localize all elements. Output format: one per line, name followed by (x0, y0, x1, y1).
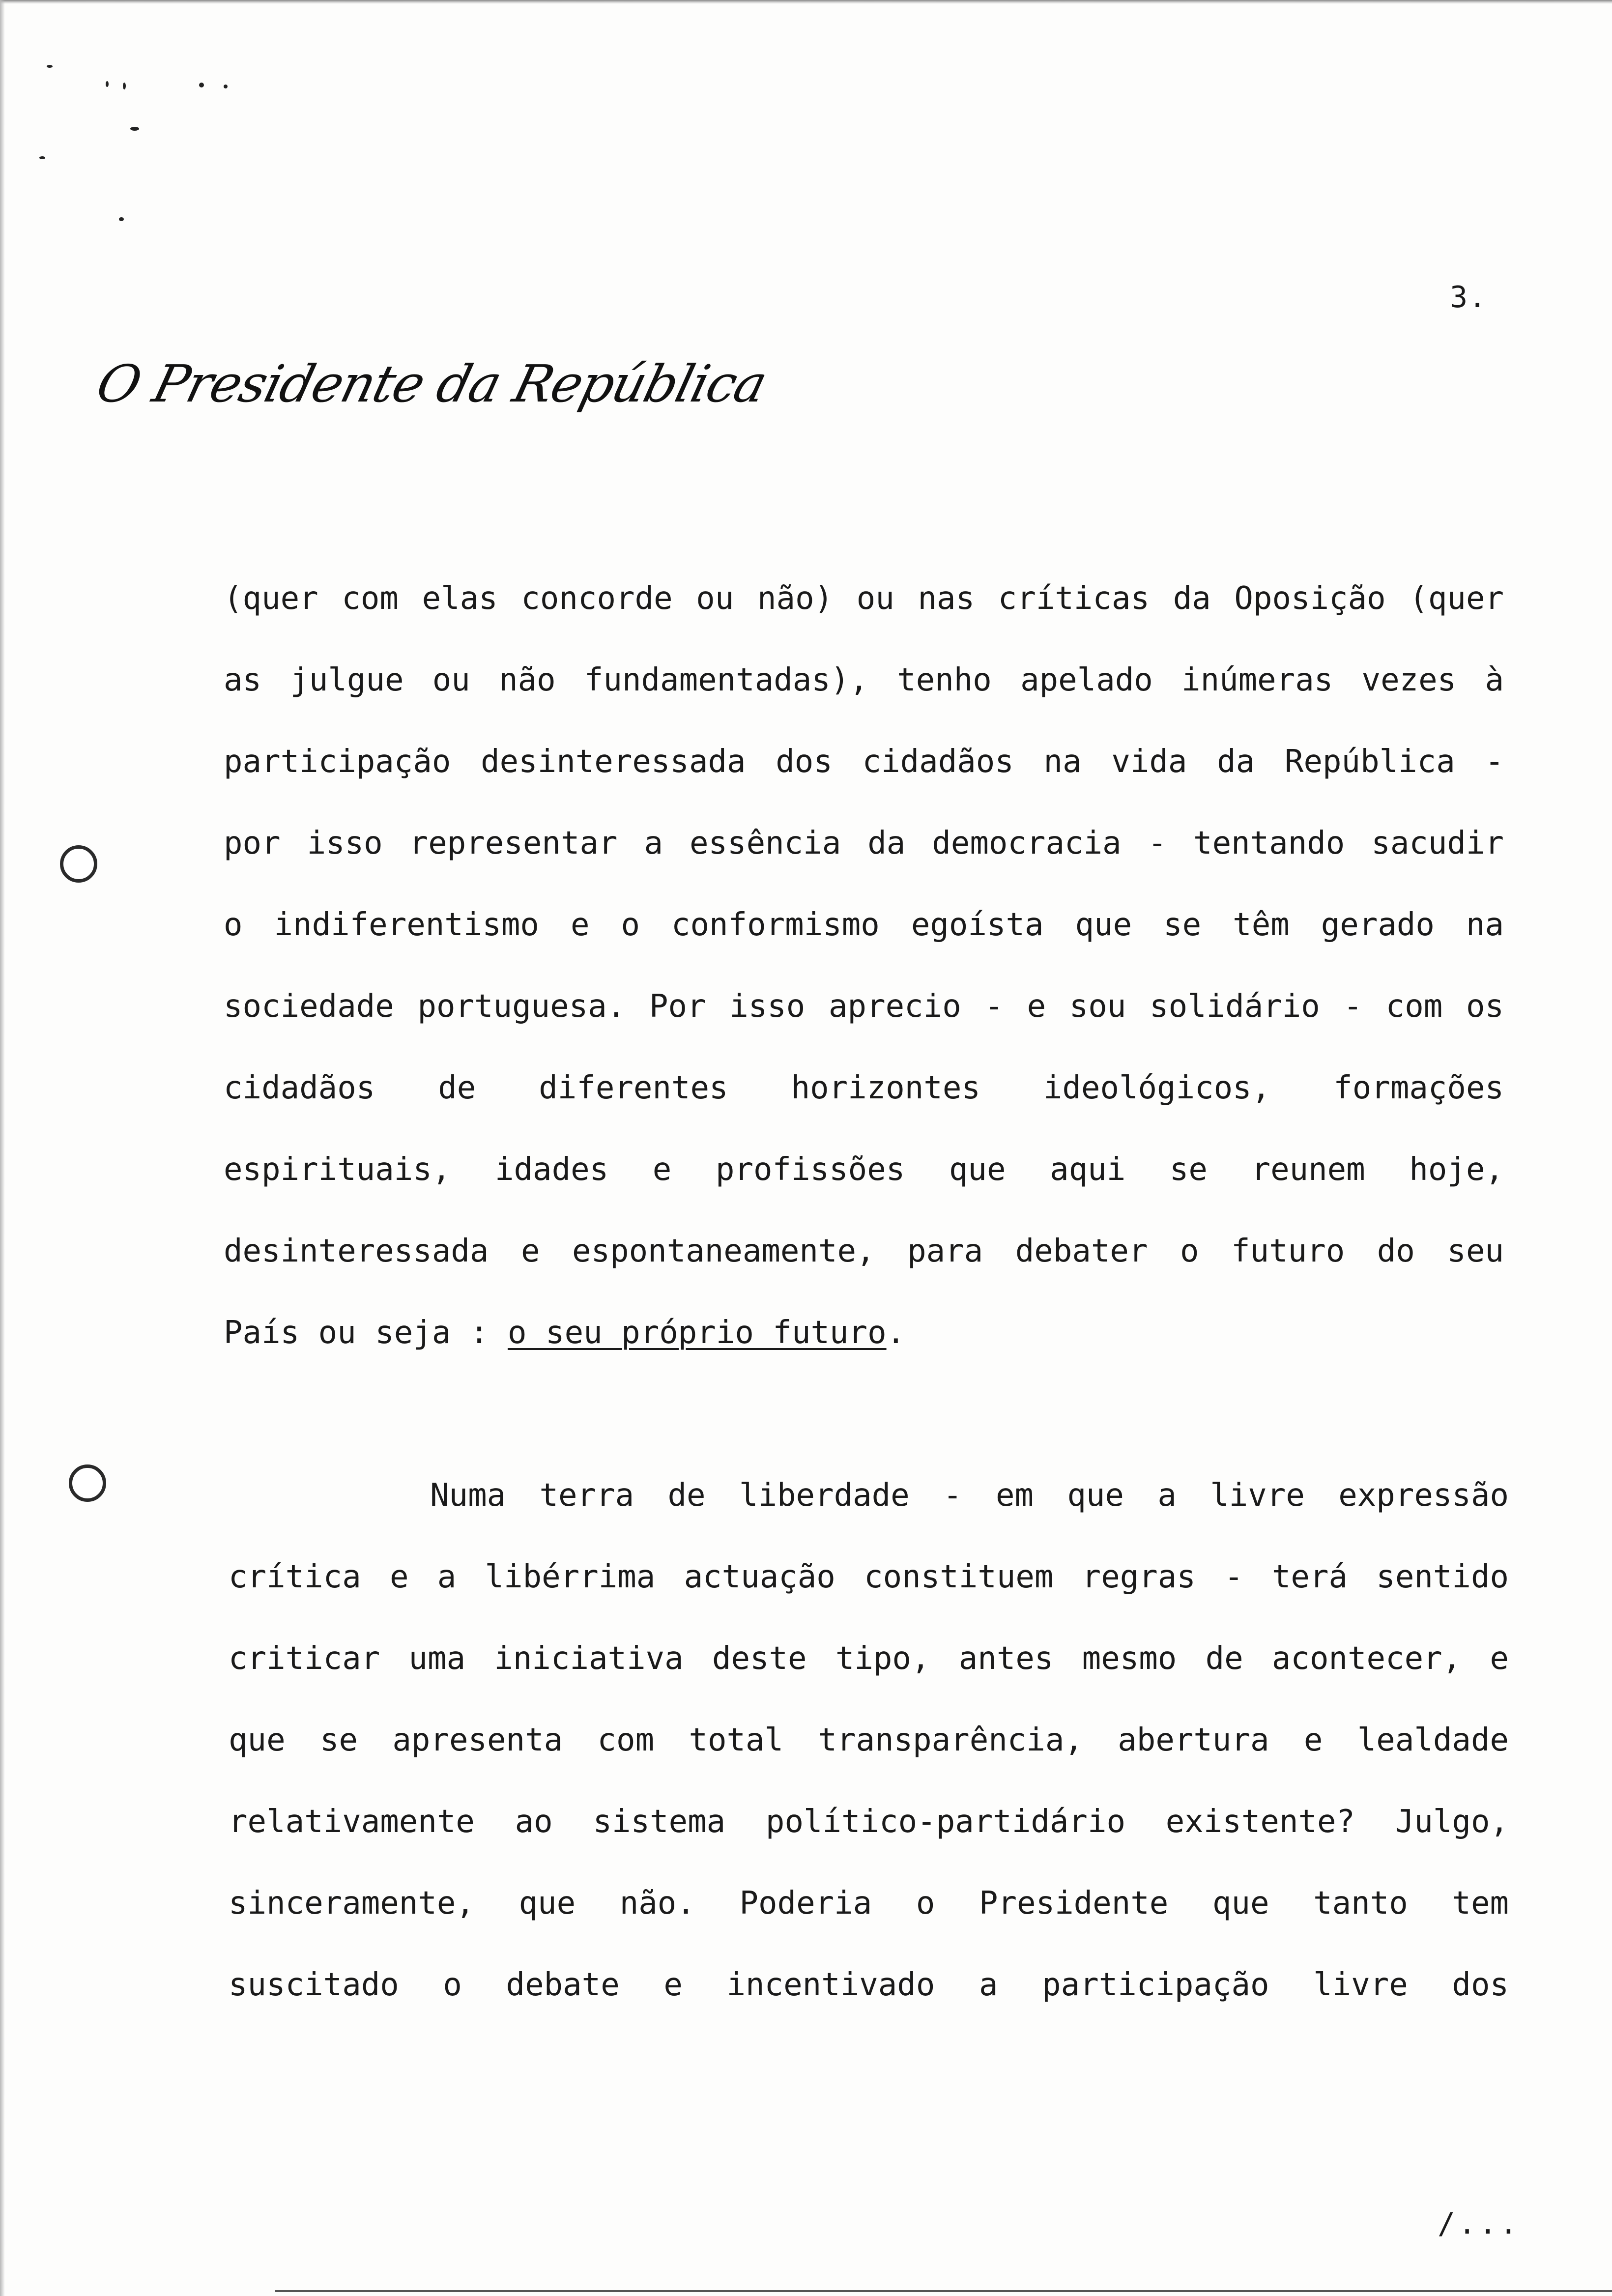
text-line: o indiferentismo e o conformismo egoísta que se têm gerado na (224, 907, 1504, 943)
scan-speck (39, 156, 45, 159)
text-segment: Numa terra de liberdade - em que a livre expressão (430, 1477, 1509, 1514)
text-line: as julgue ou não fundamentadas), tenho apelado inúmeras vezes à (224, 662, 1504, 698)
text-segment: País ou seja : (224, 1315, 508, 1351)
text-line: que se apresenta com total transparência, abertura e lealdade (229, 1722, 1509, 1758)
scan-bottom-edge (275, 2290, 1612, 2292)
text-line: relativamente ao sistema político-partidário existente? Julgo, (229, 1804, 1509, 1840)
text-line: cidadãos de diferentes horizontes ideológicos, formações (224, 1070, 1504, 1106)
punch-hole-top (60, 845, 97, 883)
text-line: participação desinteressada dos cidadãos na vida da República - (224, 744, 1504, 780)
paragraph-1 (224, 558, 1504, 1374)
text-line-indented (229, 1455, 1509, 1536)
continuation-mark: /... (1438, 2207, 1521, 2241)
text-line: suscitado o debate e incentivado a participação livre dos (229, 1967, 1509, 2003)
scan-speck (224, 85, 228, 88)
text-line: por isso representar a essência da democracia - tentando sacudir (224, 825, 1504, 861)
text-line: (quer com elas concorde ou não) ou nas críticas da Oposição (quer (224, 580, 1504, 617)
text-line: criticar uma iniciativa deste tipo, antes mesmo de acontecer, e (229, 1640, 1509, 1677)
scan-left-edge (0, 0, 5, 2296)
letterhead: O Presidente da República (90, 354, 773, 414)
scan-speck (199, 83, 204, 87)
text-line: desinteressada e espontaneamente, para debater o futuro do seu (224, 1233, 1504, 1269)
page-number: 3. (1450, 280, 1488, 315)
text-line: espirituais, idades e profissões que aqui se reunem hoje, (224, 1151, 1504, 1188)
scan-speck (119, 217, 124, 221)
text-segment: . (886, 1315, 906, 1351)
text-line-last (224, 1292, 1504, 1374)
scan-speck (47, 65, 53, 68)
scan-speck (106, 81, 109, 87)
scan-speck (130, 127, 139, 131)
text-line: sociedade portuguesa. Por isso aprecio - e sou solidário - com os (224, 988, 1504, 1025)
scan-speck (123, 83, 126, 89)
underlined-phrase: o seu próprio futuro (507, 1315, 887, 1351)
punch-hole-bottom (69, 1464, 106, 1502)
paragraph-2 (229, 1455, 1509, 2026)
text-line: sinceramente, que não. Poderia o Presidente que tanto tem (229, 1885, 1509, 1922)
text-line: crítica e a libérrima actuação constituem regras - terá sentido (229, 1559, 1509, 1595)
scan-top-edge (0, 0, 1612, 4)
